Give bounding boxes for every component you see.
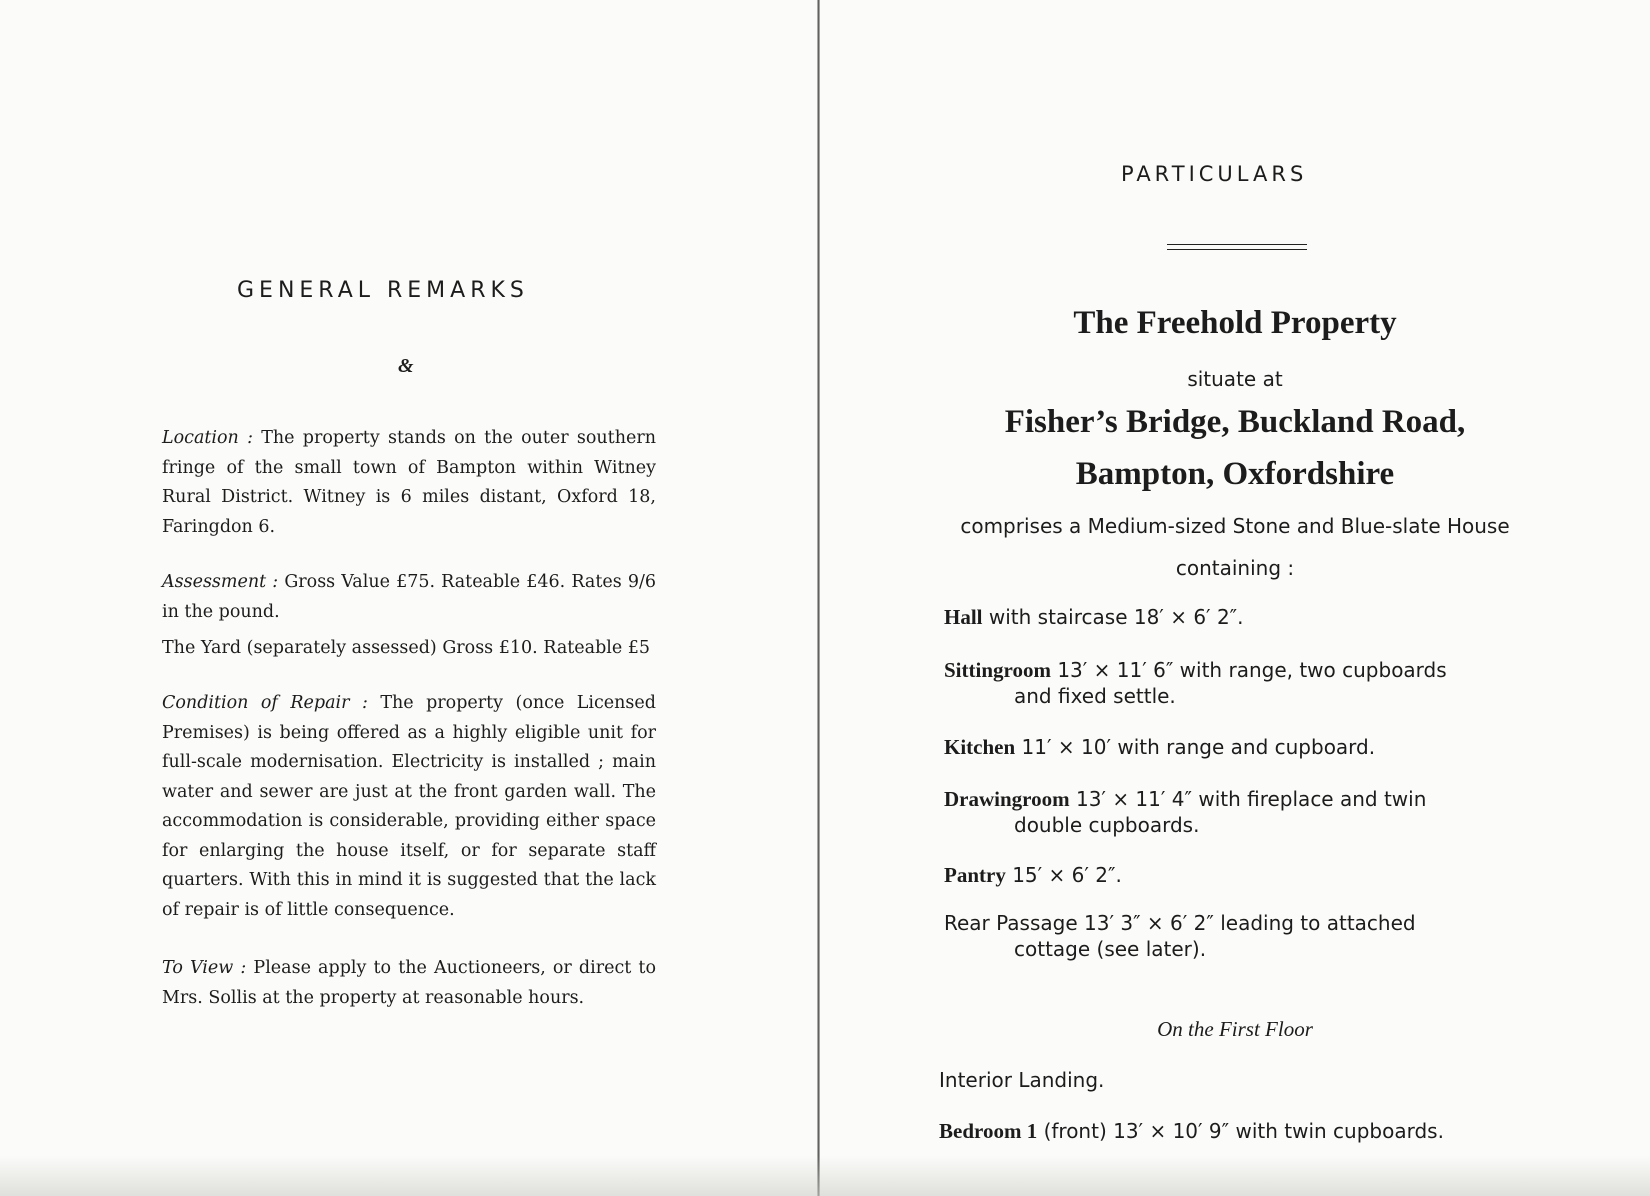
assessment-text: Gross Value £75. Rateable £46. Rates 9/6 in the pound. <box>162 572 656 622</box>
to-view-label: To View : <box>162 958 247 978</box>
room-hall <box>944 604 1516 630</box>
room-interior-landing <box>939 1067 1511 1093</box>
room-name: Pantry <box>944 863 1006 887</box>
assessment-label: Assessment : <box>162 572 279 592</box>
room-detail-continued: cottage (see later). <box>1014 937 1207 961</box>
room-name: Drawingroom <box>944 787 1070 811</box>
assessment-paragraph <box>162 568 656 627</box>
room-sittingroom <box>944 657 1516 709</box>
condition-label: Condition of Repair : <box>162 693 368 713</box>
situate-at: situate at <box>1187 367 1283 391</box>
condition-paragraph <box>162 689 656 925</box>
to-view-paragraph <box>162 954 656 1013</box>
room-rear-passage <box>944 910 1516 962</box>
location-label: Location : <box>162 428 253 448</box>
room-detail: 13′ × 11′ 4″ with fireplace and twin <box>1075 787 1427 811</box>
address-line-2: Bampton, Oxfordshire <box>1075 456 1395 492</box>
room-detail: with staircase 18′ × 6′ 2″. <box>988 605 1244 629</box>
room-detail: 11′ × 10′ with range and cupboard. <box>1021 735 1376 759</box>
room-detail: 15′ × 6′ 2″. <box>1012 863 1122 887</box>
room-drawingroom <box>944 786 1516 838</box>
yard-text: The Yard (separately assessed) Gross £10. Rateable £5 <box>162 638 651 658</box>
condition-text: The property (once Licensed Premises) is being offered as a highly eligible unit for full-scale modernisation. Electricity is installed ; main water and sewer are just at the front garden wall. The accommodation is considerable, providing either space for enlarging the house itself, or for separate staff quarters. With this in mind it is suggested that the lack of repair is of little consequence. <box>162 693 656 920</box>
room-detail: Rear Passage 13′ 3″ × 6′ 2″ leading to attached <box>944 911 1416 935</box>
to-view-text: Please apply to the Auctioneers, or direct to Mrs. Sollis at the property at reasonable hours. <box>162 958 656 1008</box>
room-pantry <box>944 862 1516 888</box>
room-detail-continued: double cupboards. <box>1014 813 1200 837</box>
room-name: Hall <box>944 605 983 629</box>
room-name: Bedroom 1 <box>939 1119 1038 1143</box>
room-detail-continued: and fixed settle. <box>1014 684 1176 708</box>
property-title: The Freehold Property <box>1073 305 1397 341</box>
first-floor-heading: On the First Floor <box>1157 1017 1313 1041</box>
containing-line: containing : <box>1175 556 1295 580</box>
room-bedroom-1 <box>939 1118 1511 1144</box>
room-detail: 13′ × 11′ 6″ with range, two cupboards <box>1057 658 1447 682</box>
room-name: Sittingroom <box>944 658 1051 682</box>
comprises-line: comprises a Medium-sized Stone and Blue-slate House <box>960 514 1510 538</box>
location-text: The property stands on the outer southern fringe of the small town of Bampton within Witney Rural District. Witney is 6 miles distant, Oxford 18, Faringdon 6. <box>162 428 656 537</box>
ornament-icon: & <box>398 355 414 377</box>
double-rule <box>1167 244 1307 250</box>
yard-paragraph <box>162 634 656 664</box>
room-name: Kitchen <box>944 735 1016 759</box>
room-kitchen <box>944 734 1516 760</box>
page-bottom-edge <box>0 1156 1650 1196</box>
room-detail: (front) 13′ × 10′ 9″ with twin cupboards. <box>1043 1119 1444 1143</box>
general-remarks-heading: GENERAL REMARKS <box>237 278 529 303</box>
particulars-heading: PARTICULARS <box>1121 162 1308 186</box>
location-paragraph <box>162 424 656 542</box>
address-line-1: Fisher’s Bridge, Buckland Road, <box>1004 404 1466 440</box>
room-detail: Interior Landing. <box>939 1068 1105 1092</box>
